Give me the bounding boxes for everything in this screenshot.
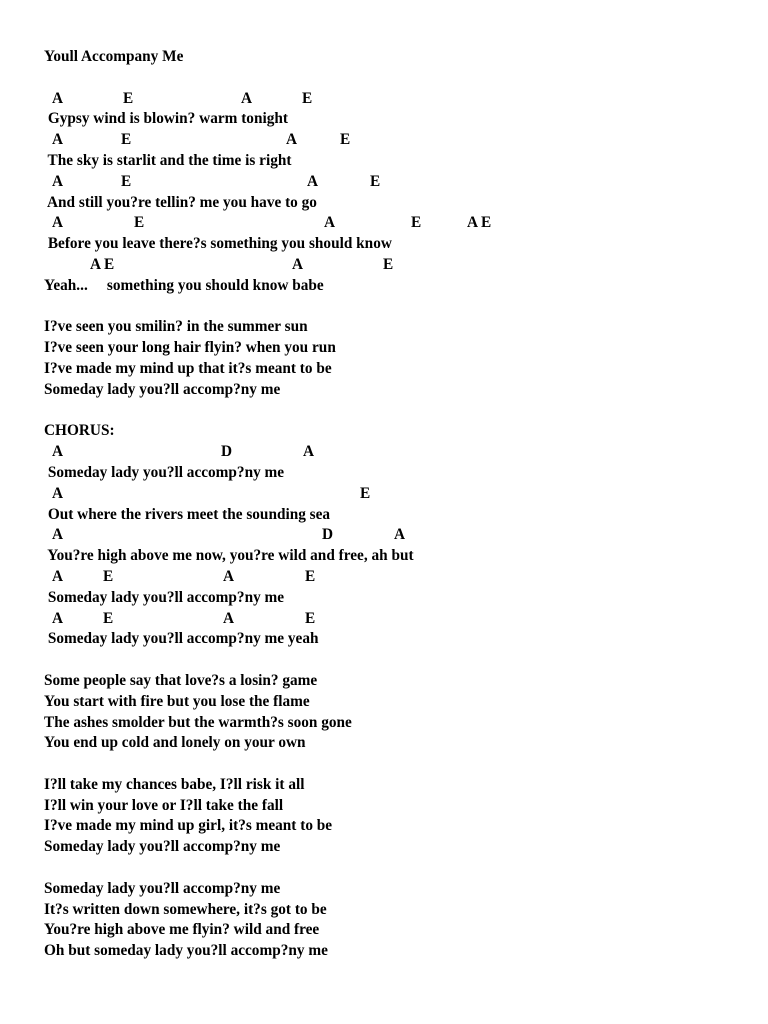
lyric-line: The sky is starlit and the time is right xyxy=(44,151,292,169)
lyric-line: It?s written down somewhere, it?s got to be xyxy=(44,900,327,918)
chord-line xyxy=(44,89,744,110)
chord-line xyxy=(44,255,744,276)
chord: A xyxy=(52,443,64,461)
chord-line xyxy=(44,213,744,234)
lyric-line: Some people say that love?s a losin? game xyxy=(44,671,318,689)
lyric-line: I?ve made my mind up that it?s meant to be xyxy=(44,359,332,377)
lyric-line: Yeah... something you should know babe xyxy=(44,276,324,294)
lyric-line: Out where the rivers meet the sounding sea xyxy=(44,505,331,523)
chord: E xyxy=(360,484,371,502)
chord: A xyxy=(292,255,304,273)
lyric-line: Someday lady you?ll accomp?ny me xyxy=(44,879,281,897)
blank-line xyxy=(44,401,744,422)
chord: D xyxy=(322,526,334,544)
blank-line xyxy=(44,650,744,671)
chord: E xyxy=(340,131,351,149)
chord: A xyxy=(241,89,253,107)
chord: A xyxy=(52,89,64,107)
chord: A xyxy=(303,443,315,461)
chord-line xyxy=(44,130,744,151)
lyric-line: I?ve seen you smilin? in the summer sun xyxy=(44,318,308,336)
chord: A xyxy=(223,567,235,585)
lyric-line: You?re high above me flyin? wild and free xyxy=(44,921,320,939)
lyric-line: You?re high above me now, you?re wild and free, ah but xyxy=(44,547,414,565)
lyric-line: You end up cold and lonely on your own xyxy=(44,734,306,752)
chord: E xyxy=(305,567,316,585)
lyric-line: Someday lady you?ll accomp?ny me xyxy=(44,588,285,606)
chord-line xyxy=(44,484,744,505)
lyric-line: Someday lady you?ll accomp?ny me xyxy=(44,380,281,398)
chord: E xyxy=(103,609,114,627)
blank-line xyxy=(44,297,744,318)
chord: A xyxy=(52,131,64,149)
chord: E xyxy=(121,172,132,190)
chord: A xyxy=(324,214,336,232)
lyric-line: I?ve made my mind up girl, it?s meant to be xyxy=(44,817,333,835)
chord: D xyxy=(221,443,233,461)
chord: E xyxy=(134,214,145,232)
lyric-line: Someday lady you?ll accomp?ny me xyxy=(44,463,285,481)
lyric-line: And still you?re tellin? me you have to go xyxy=(44,193,317,211)
chord: E xyxy=(383,255,394,273)
lyrics-page xyxy=(44,47,744,962)
lyric-line: Before you leave there?s something you should know xyxy=(44,235,392,253)
chord-line xyxy=(44,567,744,588)
chord: A xyxy=(52,609,64,627)
lyric-line: Gypsy wind is blowin? warm tonight xyxy=(44,110,288,128)
lyric-line: Someday lady you?ll accomp?ny me xyxy=(44,838,281,856)
chord: E xyxy=(305,609,316,627)
lyric-line: Someday lady you?ll accomp?ny me yeah xyxy=(44,630,319,648)
chord: A xyxy=(286,131,298,149)
chord: E xyxy=(302,89,313,107)
chord: E xyxy=(370,172,381,190)
lyric-line: The ashes smolder but the warmth?s soon gone xyxy=(44,713,352,731)
chord: E xyxy=(411,214,422,232)
chord: A xyxy=(52,214,64,232)
chorus-label: CHORUS: xyxy=(44,422,115,440)
chord-line xyxy=(44,172,744,193)
chord: A xyxy=(307,172,319,190)
lyric-line: I?ll win your love or I?ll take the fall xyxy=(44,796,284,814)
chord: E xyxy=(103,567,114,585)
blank-line xyxy=(44,754,744,775)
chord: A xyxy=(394,526,406,544)
chord: E xyxy=(121,131,132,149)
chord: A xyxy=(52,526,64,544)
chord: A xyxy=(52,484,64,502)
chord: A xyxy=(52,172,64,190)
chord: E xyxy=(123,89,134,107)
chord-line xyxy=(44,525,744,546)
chord-line xyxy=(44,442,744,463)
lyric-line: Oh but someday lady you?ll accomp?ny me xyxy=(44,942,328,960)
chord: A E xyxy=(90,255,115,273)
chord: A E xyxy=(467,214,492,232)
chord-line xyxy=(44,609,744,630)
lyric-line: I?ll take my chances babe, I?ll risk it all xyxy=(44,775,305,793)
blank-line xyxy=(44,68,744,89)
blank-line xyxy=(44,858,744,879)
lyric-line: You start with fire but you lose the flame xyxy=(44,692,310,710)
lyric-line: I?ve seen your long hair flyin? when you run xyxy=(44,339,336,357)
chord: A xyxy=(223,609,235,627)
song-title: Youll Accompany Me xyxy=(44,48,184,65)
chord: A xyxy=(52,567,64,585)
